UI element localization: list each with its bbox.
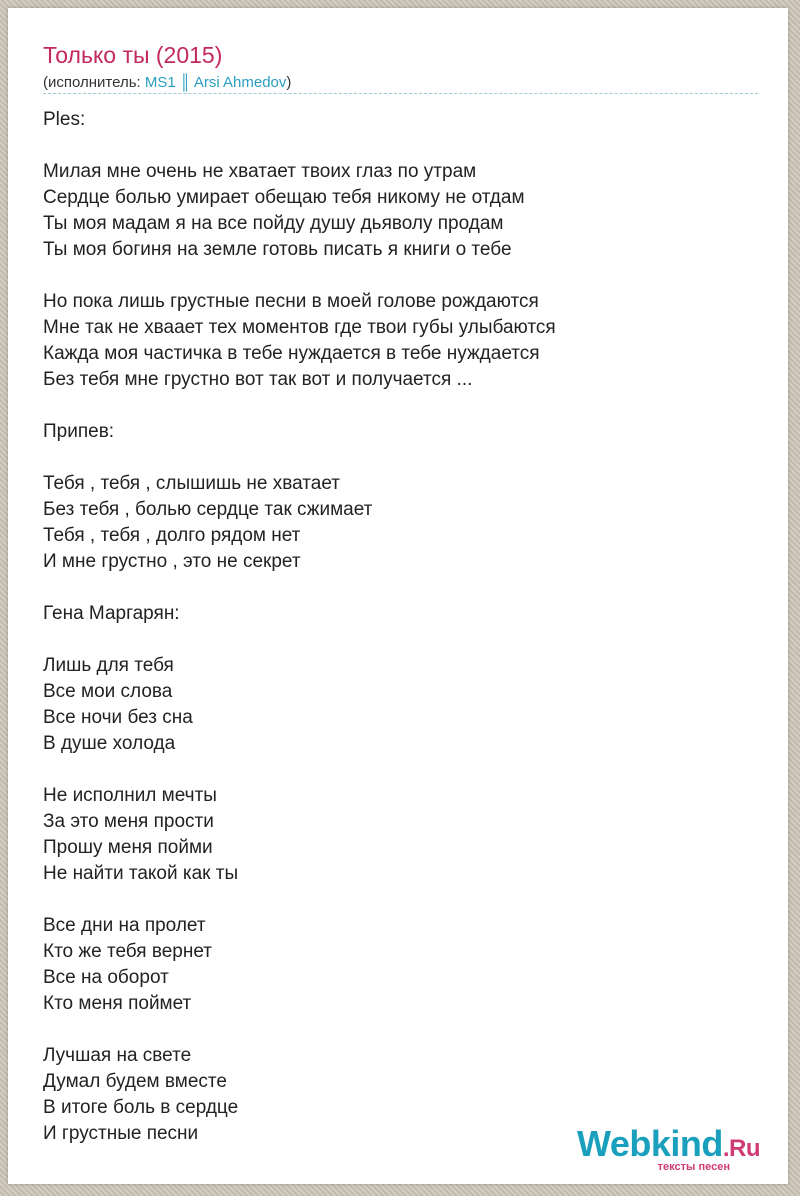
lyric-line: В душе холода bbox=[43, 733, 176, 754]
song-title: Только ты (2015) bbox=[43, 42, 223, 68]
lyric-line: И мне грустно , это не секрет bbox=[43, 551, 301, 572]
lyric-line: Кто же тебя вернет bbox=[43, 941, 212, 962]
lyric-line: И грустные песни bbox=[43, 1123, 199, 1144]
lyric-line: Без тебя , болью сердце так сжимает bbox=[43, 499, 373, 520]
lyric-line bbox=[43, 627, 556, 653]
lyric-line: Милая мне очень не хватает твоих глаз по утрам bbox=[43, 161, 477, 182]
lyric-line: Ples: bbox=[43, 109, 86, 130]
site-logo[interactable] bbox=[576, 1123, 760, 1173]
lyric-line: Тебя , тебя , слышишь не хватает bbox=[43, 473, 340, 494]
lyric-line: Все мои слова bbox=[43, 681, 173, 702]
artist-line bbox=[43, 74, 291, 91]
lyric-line: Кажда моя частичка в тебе нуждается в тебе нуждается bbox=[43, 343, 540, 364]
logo-main-text: Webkind bbox=[576, 1123, 723, 1164]
lyric-line: Ты моя мадам я на все пойду душу дьяволу продам bbox=[43, 213, 504, 234]
artist-link-ms1[interactable]: MS1 bbox=[144, 74, 176, 91]
lyric-line: Все дни на пролет bbox=[43, 915, 206, 936]
artist-suffix: ) bbox=[286, 74, 292, 91]
lyric-line bbox=[43, 575, 556, 601]
logo-tagline: тексты песен bbox=[657, 1161, 730, 1173]
lyric-line: Ты моя богиня на земле готовь писать я книги о тебе bbox=[43, 239, 512, 260]
lyric-line: Не исполнил мечты bbox=[43, 785, 217, 806]
logo-tld: .Ru bbox=[722, 1135, 760, 1162]
lyric-line: Кто меня поймет bbox=[43, 993, 192, 1014]
lyrics-sheet bbox=[8, 8, 788, 1184]
lyric-line bbox=[43, 263, 556, 289]
lyric-line: Тебя , тебя , долго рядом нет bbox=[43, 525, 301, 546]
lyric-line: Без тебя мне грустно вот так вот и получается ... bbox=[43, 369, 473, 390]
lyric-line: Лучшая на свете bbox=[43, 1045, 192, 1066]
lyric-line bbox=[43, 757, 556, 783]
artist-prefix: (исполнитель: bbox=[43, 74, 145, 91]
lyric-line: Все на оборот bbox=[43, 967, 169, 988]
lyric-line: Припев: bbox=[43, 421, 115, 442]
lyric-line: Все ночи без сна bbox=[43, 707, 193, 728]
header-divider bbox=[43, 93, 758, 94]
lyric-line bbox=[43, 887, 556, 913]
lyric-line: Но пока лишь грустные песни в моей голове рождаются bbox=[43, 291, 539, 312]
lyric-line: Думал будем вместе bbox=[43, 1071, 227, 1092]
artist-separator: ║ bbox=[175, 74, 194, 91]
lyric-line bbox=[43, 1017, 556, 1043]
lyric-line: Сердце болью умирает обещаю тебя никому не отдам bbox=[43, 187, 525, 208]
lyric-line: В итоге боль в сердце bbox=[43, 1097, 239, 1118]
lyric-line bbox=[43, 393, 556, 419]
artist-link-arsi-ahmedov[interactable]: Arsi Ahmedov bbox=[193, 74, 287, 91]
lyric-line: Гена Маргарян: bbox=[43, 603, 180, 624]
lyric-line: Мне так не хваает тех моментов где твои губы улыбаются bbox=[43, 317, 556, 338]
lyric-line bbox=[43, 133, 556, 159]
lyric-line: Лишь для тебя bbox=[43, 655, 174, 676]
lyrics-text bbox=[43, 107, 556, 1147]
lyric-line: Прошу меня пойми bbox=[43, 837, 213, 858]
lyric-line bbox=[43, 445, 556, 471]
lyric-line: Не найти такой как ты bbox=[43, 863, 239, 884]
lyric-line: За это меня прости bbox=[43, 811, 214, 832]
